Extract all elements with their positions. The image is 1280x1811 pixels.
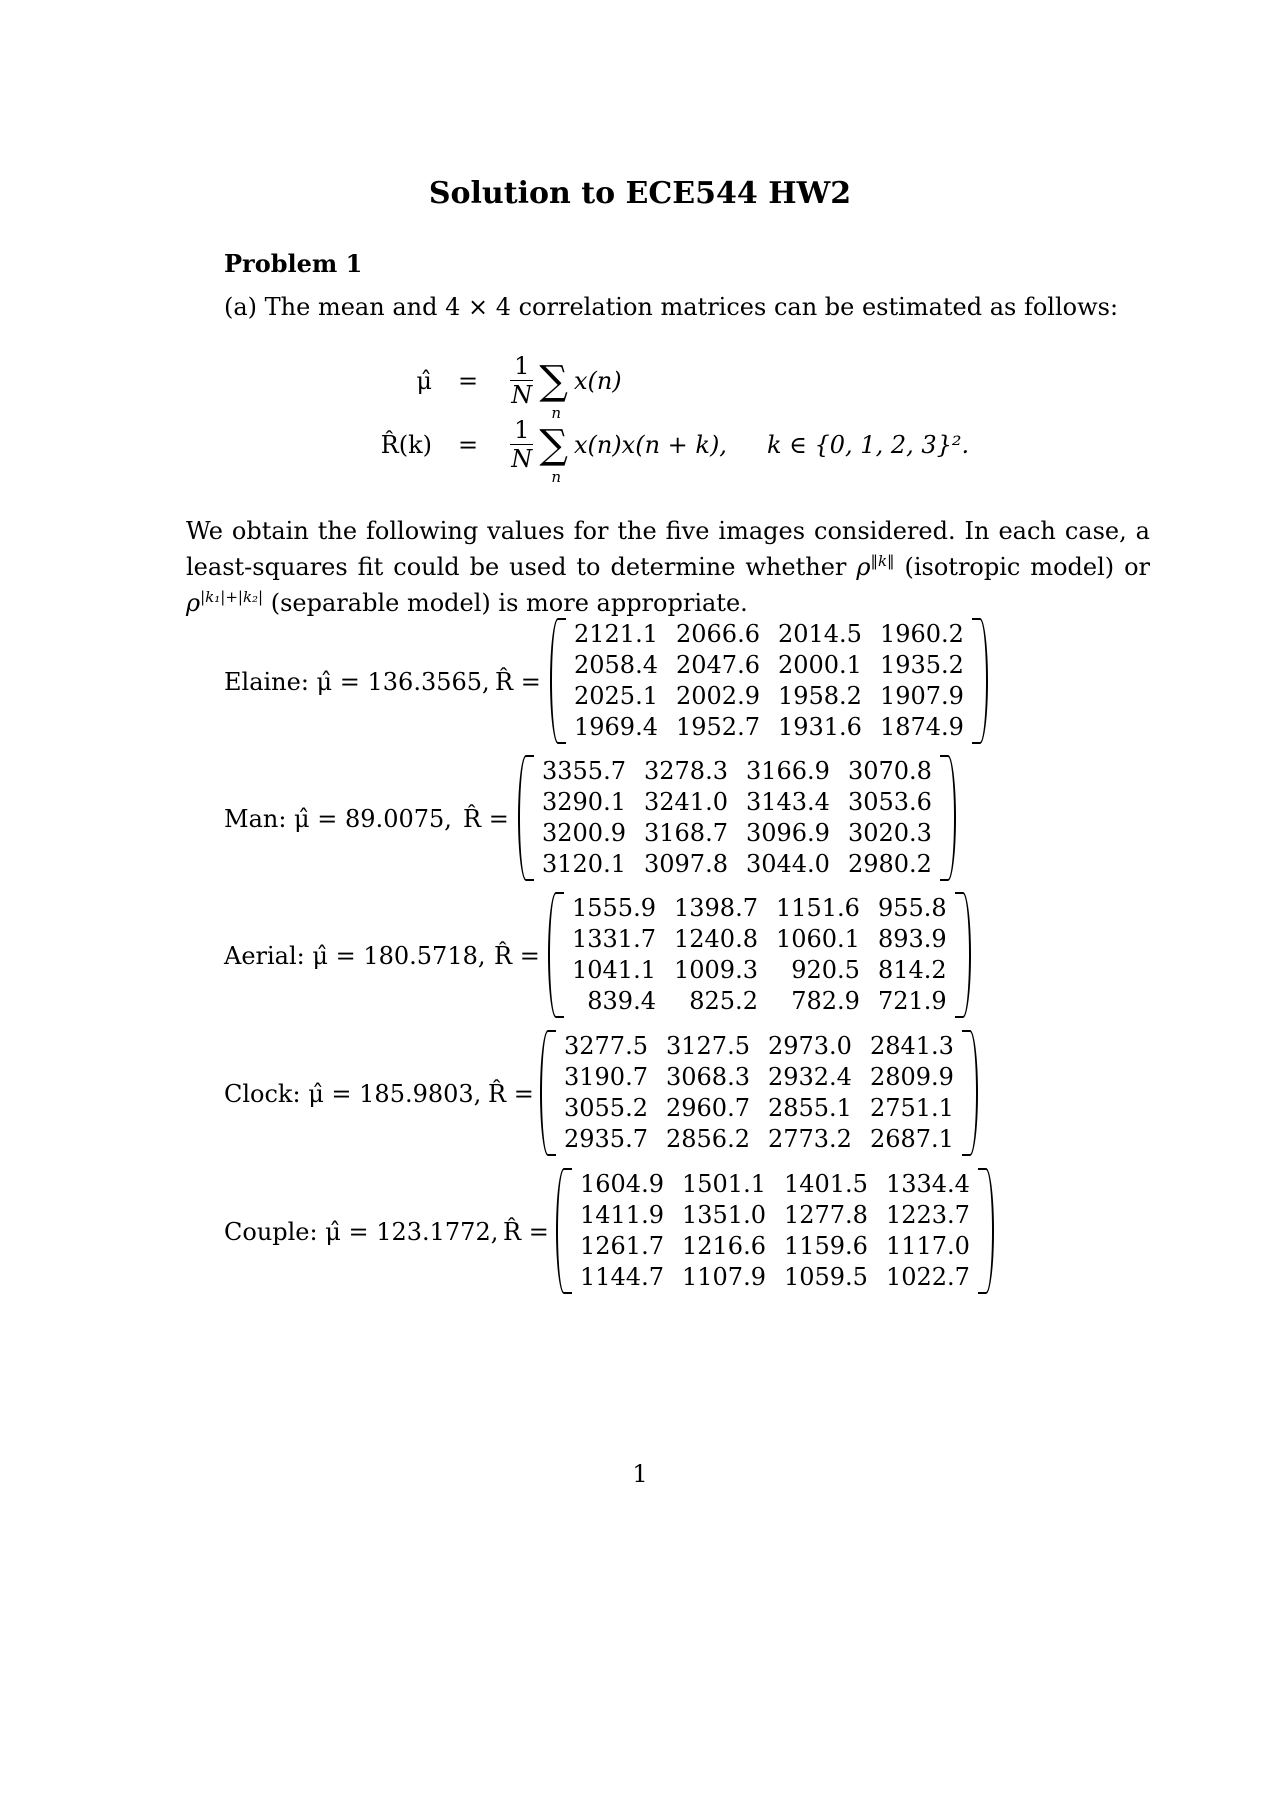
matrix-cell: 2935.7 [564, 1125, 648, 1153]
matrix-cell: 1969.4 [574, 713, 658, 741]
fraction-one-over-n [510, 352, 533, 409]
sum-index: n [551, 467, 562, 486]
matrix-cell: 2066.6 [675, 620, 760, 648]
page-title: Solution to ECE544 HW2 [428, 176, 852, 211]
matrix-cell: 1960.2 [879, 620, 964, 648]
matrix-cell: 2014.5 [777, 620, 862, 648]
matrix-cell: 1907.9 [879, 682, 964, 710]
matrix-cell: 2773.2 [767, 1125, 852, 1153]
section-heading: Problem 1 [224, 249, 363, 278]
matrix-label: Clock: μ̂ = 185.9803, [224, 1080, 482, 1108]
matrix-cell: 1009.3 [673, 956, 758, 984]
matrix-cell: 1398.7 [673, 894, 758, 922]
correlation-matrix [540, 1030, 978, 1156]
matrix-grid [564, 892, 955, 1018]
matrix-cell: 3277.5 [564, 1032, 648, 1060]
matrix-cell: 1331.7 [572, 925, 656, 953]
matrix-cell: 3055.2 [564, 1094, 648, 1122]
matrix-cell: 839.4 [587, 987, 656, 1015]
r-hat-label: R̂ = [488, 1080, 534, 1108]
r-hat-label: R̂ = [495, 668, 541, 696]
matrix-cell: 3278.3 [643, 757, 728, 785]
left-parenthesis [540, 1030, 556, 1156]
matrix-cell: 1935.2 [879, 651, 964, 679]
matrix-cell: 3053.6 [847, 788, 932, 816]
right-parenthesis [955, 892, 971, 1018]
sum-symbol [539, 421, 568, 486]
matrix-cell: 2000.1 [777, 651, 862, 679]
matrix-cell: 3044.0 [745, 850, 830, 878]
fraction-one-over-n [510, 416, 533, 473]
right-parenthesis [962, 1030, 978, 1156]
matrix-grid [566, 618, 972, 744]
matrix-cell: 2058.4 [574, 651, 658, 679]
matrix-cell: 1401.5 [783, 1170, 868, 1198]
matrix-cell: 3096.9 [745, 819, 830, 847]
matrix-cell: 1555.9 [572, 894, 656, 922]
matrix-cell: 2687.1 [869, 1125, 954, 1153]
correlation-matrix [550, 618, 988, 744]
sum-symbol [539, 357, 568, 422]
paragraph-part: We obtain the following values for the five images considered. In each case, a least-squares fit could be used to determine whether [186, 517, 1150, 581]
body-paragraph [186, 516, 1150, 618]
matrix-cell: 1261.7 [580, 1232, 664, 1260]
matrix-cell: 1107.9 [681, 1263, 766, 1291]
matrix-cell: 1159.6 [783, 1232, 868, 1260]
matrix-cell: 3020.3 [847, 819, 932, 847]
matrix-cell: 1874.9 [879, 713, 964, 741]
matrix-cell: 1060.1 [775, 925, 860, 953]
paragraph-part: (separable model) is more appropriate. [263, 589, 748, 617]
matrix-cell: 1151.6 [775, 894, 860, 922]
matrix-label: Elaine: μ̂ = 136.3565, [224, 668, 490, 696]
matrix-cell: 3143.4 [745, 788, 830, 816]
correlation-matrix [518, 755, 956, 881]
intro-text: (a) The mean and 4 × 4 correlation matrices can be estimated as follows: [224, 293, 1119, 321]
matrix-cell: 1022.7 [885, 1263, 970, 1291]
equation-mean [312, 352, 622, 422]
matrix-cell: 1216.6 [681, 1232, 766, 1260]
left-parenthesis [548, 892, 564, 1018]
matrix-cell: 721.9 [877, 987, 947, 1015]
fraction-denominator: N [511, 381, 533, 409]
r-hat-label: R̂ = [463, 805, 509, 833]
matrix-cell: 1059.5 [783, 1263, 868, 1291]
matrix-cell: 1144.7 [580, 1263, 664, 1291]
matrix-grid [534, 755, 940, 881]
matrix-cell: 1277.8 [783, 1201, 868, 1229]
matrix-cell: 2121.1 [574, 620, 658, 648]
mu-rhs: x(n) [573, 366, 622, 395]
matrix-cell: 3355.7 [542, 757, 626, 785]
matrix-cell: 1604.9 [580, 1170, 664, 1198]
matrix-cell: 3190.7 [564, 1063, 648, 1091]
matrix-label: Aerial: μ̂ = 180.5718, [224, 942, 486, 970]
matrix-cell: 3120.1 [542, 850, 626, 878]
matrix-label: Couple: μ̂ = 123.1772, [224, 1218, 499, 1246]
rho-symbol: ρ [856, 553, 871, 581]
page-number: 1 [632, 1460, 648, 1488]
mu-hat-symbol: μ̂ [416, 366, 432, 395]
matrix-cell: 2751.1 [869, 1094, 954, 1122]
matrix-cell: 1931.6 [777, 713, 862, 741]
matrix-cell: 2960.7 [665, 1094, 750, 1122]
matrix-cell: 2932.4 [767, 1063, 852, 1091]
matrix-cell: 825.2 [689, 987, 758, 1015]
matrix-cell: 2980.2 [847, 850, 932, 878]
equals-sign: = [458, 430, 479, 459]
matrix-cell: 3290.1 [542, 788, 626, 816]
matrix-cell: 1041.1 [572, 956, 656, 984]
left-parenthesis [556, 1168, 572, 1294]
matrix-cell: 3097.8 [643, 850, 728, 878]
matrix-cell: 782.9 [791, 987, 860, 1015]
sum-index: n [551, 403, 562, 422]
matrix-cell: 955.8 [877, 894, 947, 922]
r-rhs: x(n)x(n + k), [573, 430, 727, 459]
matrix-cell: 814.2 [877, 956, 947, 984]
matrix-cell: 920.5 [791, 956, 860, 984]
matrix-cell: 1351.0 [681, 1201, 766, 1229]
correlation-matrix [548, 892, 971, 1018]
right-parenthesis [972, 618, 988, 744]
matrix-grid [572, 1168, 978, 1294]
matrix-cell: 1958.2 [777, 682, 862, 710]
fraction-numerator: 1 [510, 416, 533, 445]
matrix-cell: 2841.3 [869, 1032, 954, 1060]
equals-sign: = [458, 366, 479, 395]
isotropic-exponent: ‖k‖ [870, 552, 895, 570]
matrix-cell: 3070.8 [847, 757, 932, 785]
matrix-cell: 2856.2 [665, 1125, 750, 1153]
sigma-glyph: ∑ [539, 421, 568, 468]
matrix-cell: 3068.3 [665, 1063, 750, 1091]
matrix-cell: 2002.9 [675, 682, 760, 710]
matrix-cell: 2047.6 [675, 651, 760, 679]
r-hat-symbol: R̂(k) [380, 430, 432, 459]
left-parenthesis [518, 755, 534, 881]
left-parenthesis [550, 618, 566, 744]
k-domain: k ∈ {0, 1, 2, 3}². [766, 430, 970, 459]
matrix-cell: 1334.4 [885, 1170, 970, 1198]
matrix-cell: 1240.8 [673, 925, 758, 953]
r-hat-label: R̂ = [494, 942, 540, 970]
right-parenthesis [940, 755, 956, 881]
matrix-cell: 1223.7 [885, 1201, 970, 1229]
matrix-cell: 2025.1 [574, 682, 658, 710]
sigma-glyph: ∑ [539, 357, 568, 404]
paragraph-part: (isotropic model) or [894, 553, 1150, 581]
matrix-cell: 2973.0 [767, 1032, 852, 1060]
fraction-numerator: 1 [510, 352, 533, 381]
correlation-matrix [556, 1168, 994, 1294]
separable-exponent: |k₁|+|k₂| [200, 588, 264, 606]
matrix-label: Man: μ̂ = 89.0075, [224, 805, 452, 833]
matrix-cell: 3241.0 [643, 788, 728, 816]
r-hat-label: R̂ = [503, 1218, 549, 1246]
fraction-denominator: N [511, 445, 533, 473]
matrix-cell: 1501.1 [681, 1170, 766, 1198]
matrix-cell: 2855.1 [767, 1094, 852, 1122]
rho-symbol: ρ [186, 589, 201, 617]
matrix-cell: 1952.7 [675, 713, 760, 741]
matrix-cell: 3200.9 [542, 819, 626, 847]
matrix-cell: 893.9 [877, 925, 947, 953]
matrix-cell: 3168.7 [643, 819, 728, 847]
matrix-cell: 1411.9 [580, 1201, 664, 1229]
matrix-cell: 3166.9 [745, 757, 830, 785]
matrix-cell: 3127.5 [665, 1032, 750, 1060]
matrix-cell: 1117.0 [885, 1232, 970, 1260]
equation-correlation [312, 416, 970, 486]
right-parenthesis [978, 1168, 994, 1294]
matrix-cell: 2809.9 [869, 1063, 954, 1091]
matrix-grid [556, 1030, 962, 1156]
